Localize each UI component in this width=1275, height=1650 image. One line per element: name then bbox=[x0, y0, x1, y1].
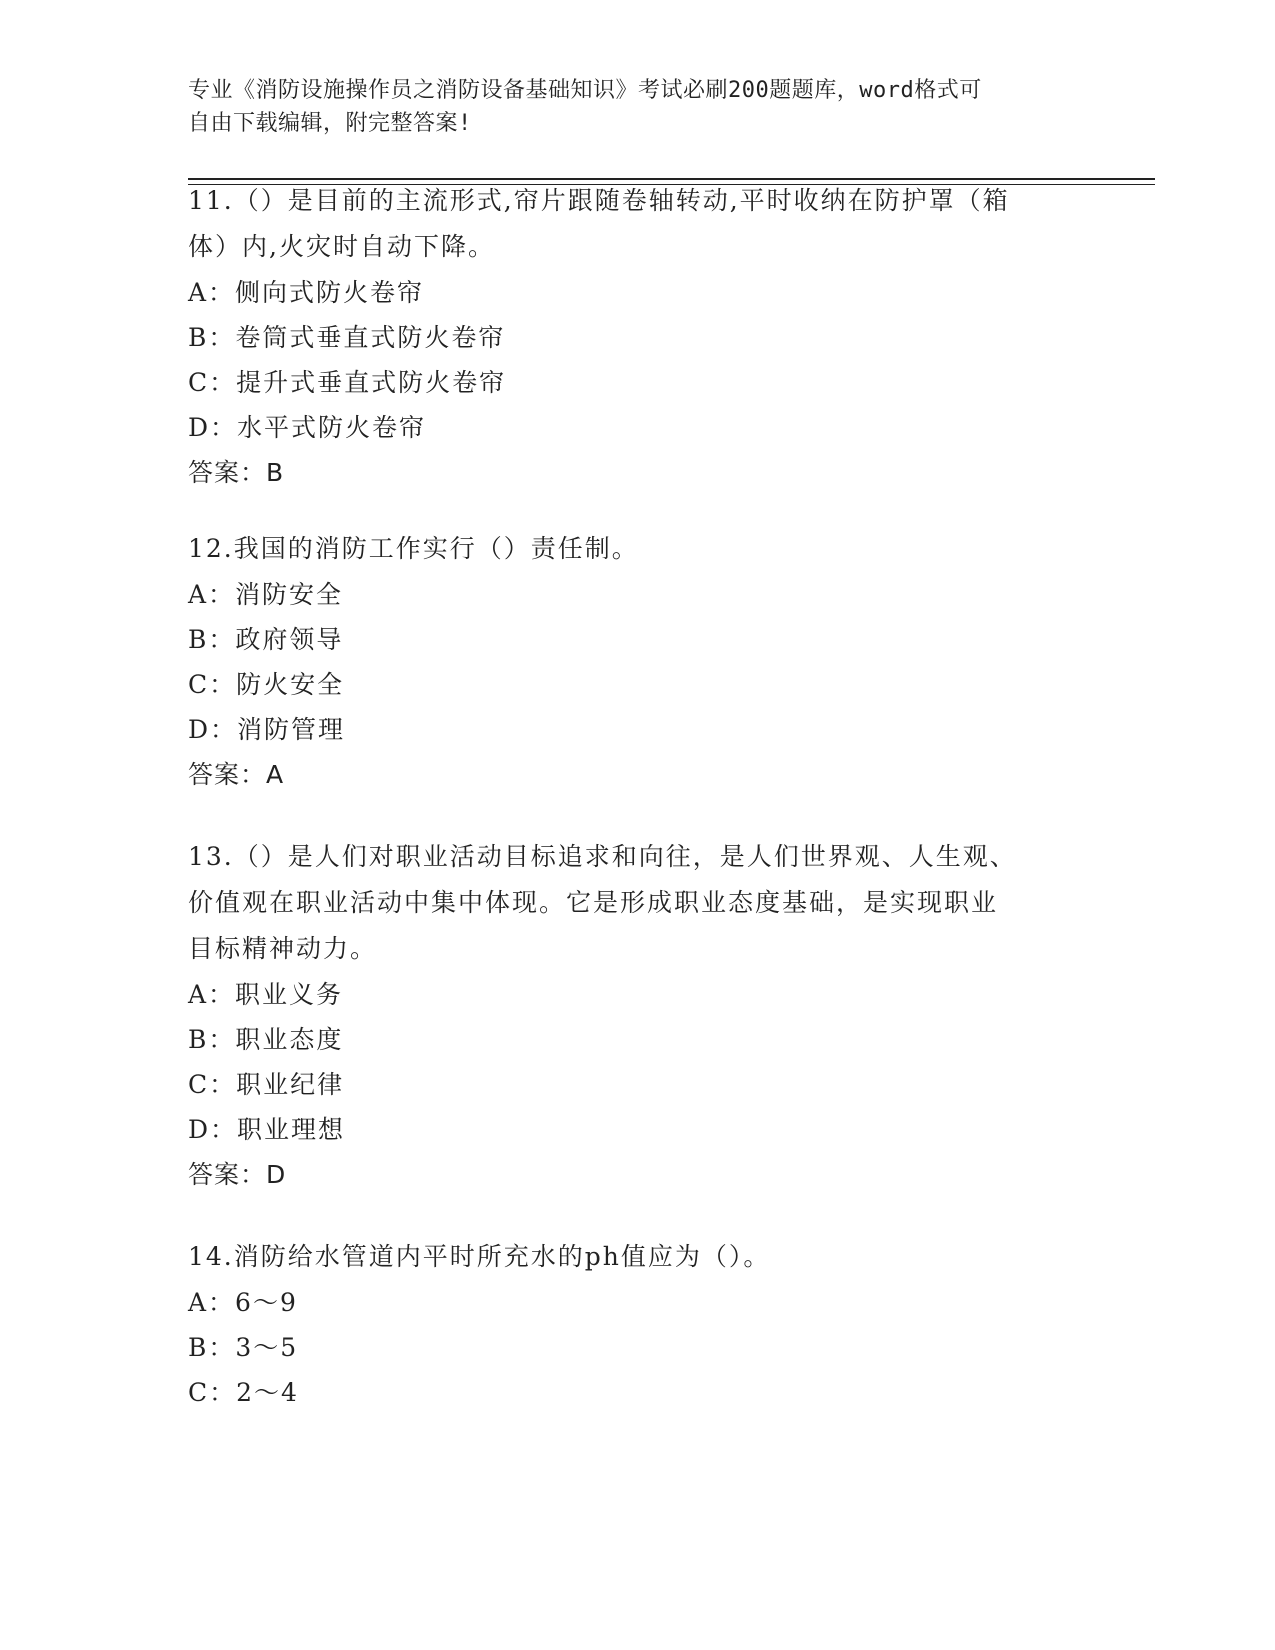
question-stem-line: 14.消防给水管道内平时所充水的ph值应为（）。 bbox=[188, 1242, 771, 1271]
option-a: A：职业义务 bbox=[188, 980, 344, 1009]
option-d: D：水平式防火卷帘 bbox=[188, 413, 427, 442]
question-block bbox=[188, 178, 1068, 495]
header-line: 专业《消防设施操作员之消防设备基础知识》考试必刷200题题库，word格式可 bbox=[188, 78, 982, 103]
document-header bbox=[188, 74, 1068, 140]
question-block bbox=[188, 834, 1068, 1197]
option-b: B：政府领导 bbox=[188, 625, 344, 654]
question-stem-line: 目标精神动力。 bbox=[188, 934, 378, 963]
option-b: B：卷筒式垂直式防火卷帘 bbox=[188, 323, 506, 352]
option-a: A：消防安全 bbox=[188, 580, 344, 609]
option-c: C：2～4 bbox=[188, 1378, 299, 1407]
option-d: D：消防管理 bbox=[188, 715, 346, 744]
header-line: 自由下载编辑，附完整答案! bbox=[188, 111, 472, 136]
question-stem-line: 11.（）是目前的主流形式,帘片跟随卷轴转动,平时收纳在防护罩（箱 bbox=[188, 186, 1010, 215]
option-c: C：防火安全 bbox=[188, 670, 345, 699]
question-stem-line: 价值观在职业活动中集中体现。它是形成职业态度基础，是实现职业 bbox=[188, 888, 999, 917]
question-stem-line: 12.我国的消防工作实行（）责任制。 bbox=[188, 534, 639, 563]
option-b: B：3～5 bbox=[188, 1333, 299, 1362]
option-c: C：职业纪律 bbox=[188, 1070, 345, 1099]
option-c: C：提升式垂直式防火卷帘 bbox=[188, 368, 507, 397]
option-b: B：职业态度 bbox=[188, 1025, 344, 1054]
answer-line: 答案：A bbox=[188, 760, 285, 789]
option-a: A：侧向式防火卷帘 bbox=[188, 278, 425, 307]
option-d: D：职业理想 bbox=[188, 1115, 346, 1144]
option-a: A：6～9 bbox=[188, 1288, 298, 1317]
answer-line: 答案：D bbox=[188, 1160, 287, 1189]
question-stem-line: 13.（）是人们对职业活动目标追求和向往，是人们世界观、人生观、 bbox=[188, 842, 1017, 871]
question-block bbox=[188, 526, 1068, 797]
answer-line: 答案：B bbox=[188, 458, 285, 487]
question-block bbox=[188, 1234, 1068, 1415]
question-stem-line: 体）内,火灾时自动下降。 bbox=[188, 232, 495, 261]
